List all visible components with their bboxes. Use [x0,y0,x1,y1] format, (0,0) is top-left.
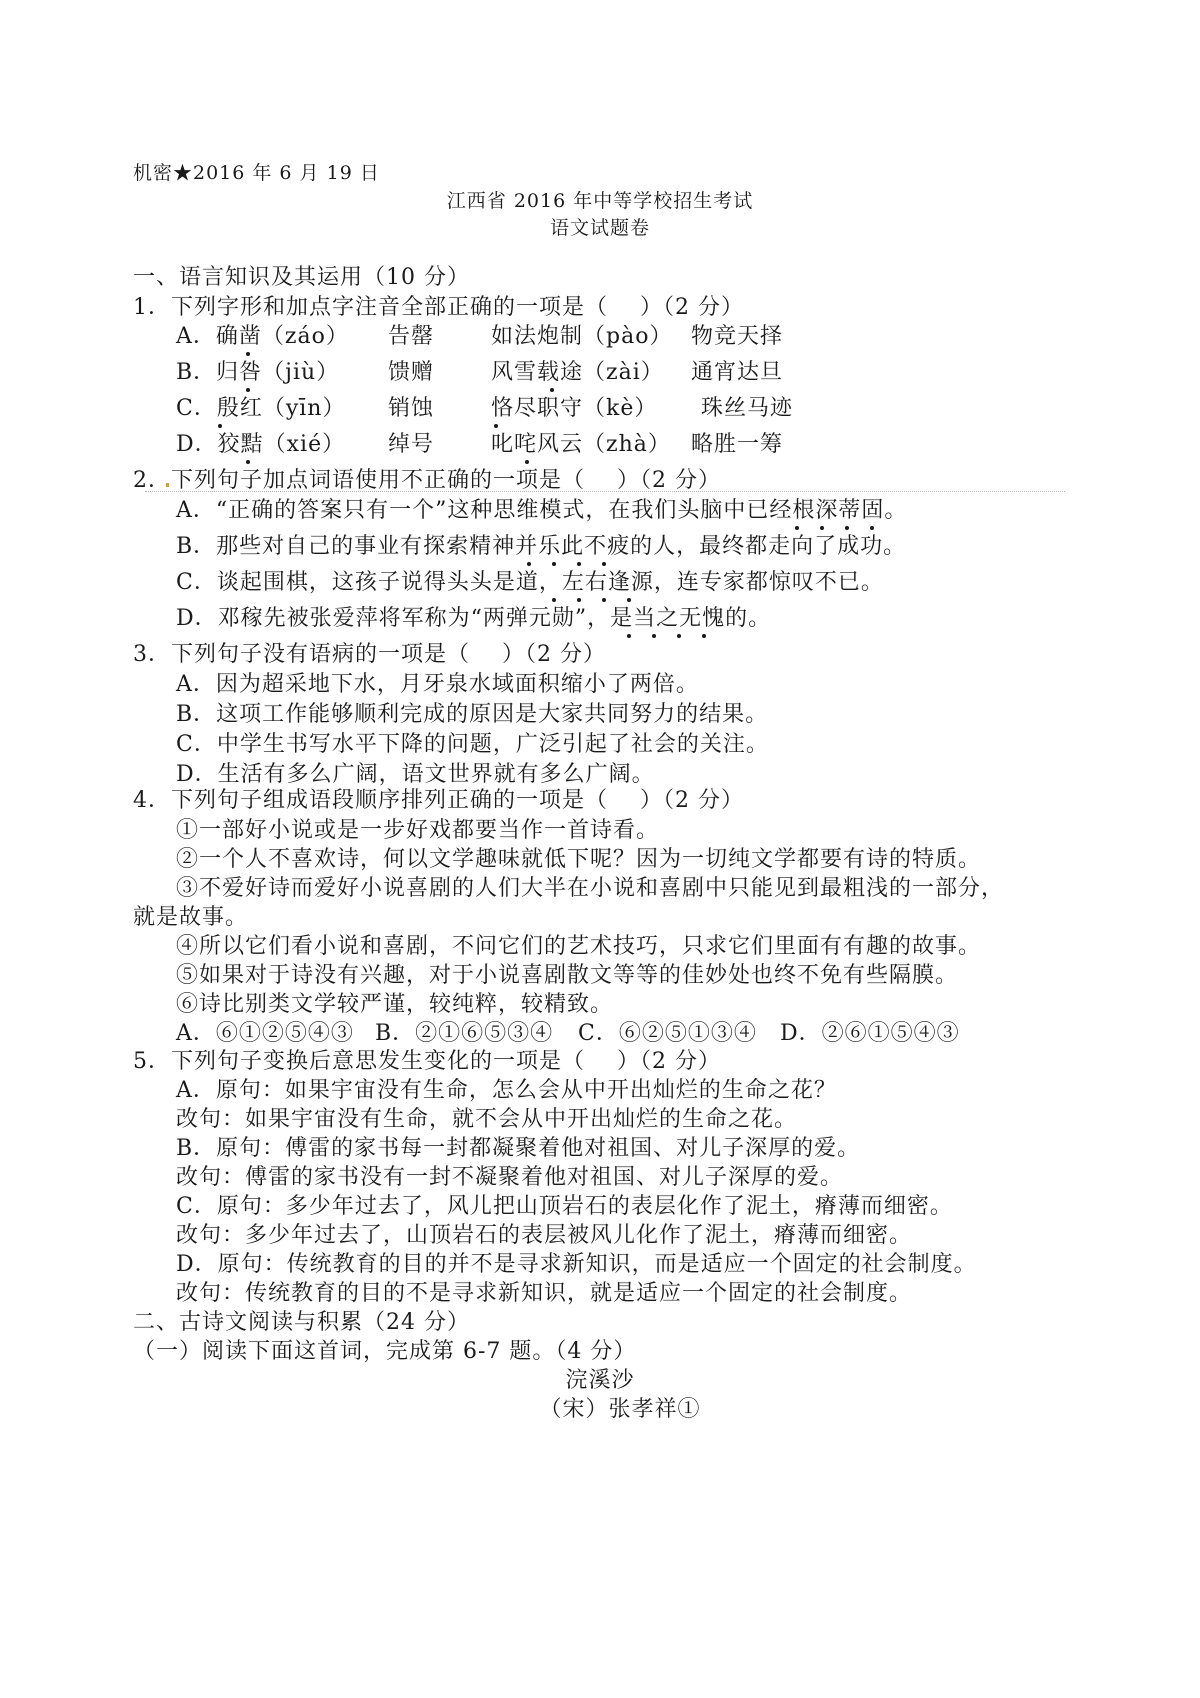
emphasis-dot [552,562,556,566]
q1-a-word2: 告罄 [388,324,435,349]
exam-title: 江西省 2016 年中等学校招生考试 [446,190,754,212]
q1-b-word1: B．归咎（jiù） [176,360,340,385]
q5-a-original: A．原句：如果宇宙没有生命，怎么会从中开出灿烂的生命之花？ [176,1078,837,1103]
q1-c-word3: 恪尽职守（kè） [491,396,658,421]
poem-author: （宋）张孝祥① [539,1397,701,1422]
q2-option-a: A．“正确的答案只有一个”这种思维模式，在我们头脑中已经根深蒂固。 [176,498,908,523]
emphasis-dot [627,634,631,638]
section2-heading: 二、古诗文阅读与积累（24 分） [133,1310,470,1335]
q4-sentence-6: ⑥诗比别类文学较严谨，较纯粹，较精致。 [176,992,614,1017]
q4-option-b: B．②①⑥⑤③④ [375,1021,554,1046]
emphasis-dot [702,634,706,638]
emphasis-dot [870,526,874,530]
q5-d-revised: 改句：传统教育的目的不是寻求新知识，就是适应一个固定的社会制度。 [176,1281,913,1306]
emphasis-dot [577,598,581,602]
q4-sentence-1: ①一部好小说或是一步好戏都要当作一首诗看。 [176,818,660,843]
q2-option-c: C．谈起围棋，这孩子说得头头是道，左右逢源，连专家都惊叹不已。 [176,570,884,595]
q4-option-c: C．⑥②⑤①③④ [578,1021,757,1046]
q5-b-original: B．原句：傅雷的家书每一封都凝聚着他对祖国、对儿子深厚的爱。 [176,1136,861,1161]
q4-sentence-2: ②一个人不喜欢诗，何以文学趣味就低下呢？因为一切纯文学都要有诗的特质。 [176,847,982,872]
q5-c-revised: 改句：多少年过去了，山顶岩石的表层被风儿化作了泥土，瘠薄而细密。 [176,1223,913,1248]
confidential-date: 机密★2016 年 6 月 19 日 [133,162,380,184]
q4-sentence-5: ⑤如果对于诗没有兴趣，对于小说喜剧散文等等的佳妙处也终不免有些隔膜。 [176,963,959,988]
emphasis-dot [550,388,554,392]
emphasis-dot [627,598,631,602]
q4-option-a: A．⑥①②⑤④③ [176,1021,354,1046]
emphasis-dot [525,460,529,464]
q5-b-revised: 改句：傅雷的家书没有一封不凝聚着他对祖国、对儿子深厚的爱。 [176,1165,844,1190]
emphasis-dot [246,352,250,356]
q3-option-c: C．中学生书写水平下降的问题，广泛引起了社会的关注。 [176,732,769,757]
emphasis-dot [845,526,849,530]
q1-a-word3: 如法炮制（pào） [491,324,673,349]
q1-b-word4: 通宵达旦 [691,360,784,385]
q3-stem: 3．下列句子没有语病的一项是（ ）（2 分） [133,642,606,667]
emphasis-dot [652,634,656,638]
q1-d-word3: 叱咤风云（zhà） [491,432,671,457]
section2-part1-instruction: （一）阅读下面这首词，完成第 6-7 题。（4 分） [133,1339,637,1364]
q4-sentence-3-continued: 就是故事。 [133,905,249,930]
emphasis-dot [795,526,799,530]
q2-option-b: B．那些对自己的事业有探索精神并乐此不疲的人，最终都走向了成功。 [176,534,907,559]
q3-option-a: A．因为超采地下水，月牙泉水域面积缩小了两倍。 [176,672,699,697]
q5-stem: 5．下列句子变换后意思发生变化的一项是（ ）（2 分） [133,1049,721,1074]
q4-stem: 4．下列句子组成语段顺序排列正确的一项是（ ）（2 分） [133,788,744,813]
emphasis-dot [246,388,250,392]
q3-option-d: D．生活有多么广阔，语文世界就有多么广阔。 [176,762,655,787]
exam-subtitle: 语文试题卷 [549,217,650,239]
q4-option-d: D．②⑥①⑤④③ [780,1021,960,1046]
emphasis-dot [552,598,556,602]
q1-stem: 1．下列字形和加点字注音全部正确的一项是（ ）（2 分） [133,295,744,320]
q4-sentence-4: ④所以它们看小说和喜剧，不问它们的艺术技巧，只求它们里面有有趣的故事。 [176,934,982,959]
q1-b-word2: 馈赠 [388,360,435,385]
emphasis-dot [602,562,606,566]
emphasis-dot [527,562,531,566]
emphasis-dot [602,598,606,602]
q1-a-word1: A．确凿（záo） [176,324,349,349]
q1-c-word2: 销蚀 [388,396,435,421]
q1-d-word2: 绰号 [388,432,435,457]
q1-a-word4: 物竞天择 [691,324,784,349]
emphasis-dot [246,460,250,464]
q4-sentence-3: ③不爱好诗而爱好小说喜剧的人们大半在小说和喜剧中只能见到最粗浅的一部分， [176,876,1005,901]
q2-stem: 2．下列句子加点词语使用不正确的一项是（ ）（2 分） [133,468,721,493]
emphasis-dot [677,634,681,638]
q1-c-word4: 珠丝马迹 [701,396,794,421]
emphasis-dot [494,424,498,428]
q1-d-word1: D．狡黠（xié） [176,432,346,457]
emphasis-dot [577,562,581,566]
q1-c-word1: C．殷红（yīn） [176,396,346,421]
q1-d-word4: 略胜一筹 [691,432,784,457]
q5-a-revised: 改句：如果宇宙没有生命，就不会从中开出灿烂的生命之花。 [176,1107,798,1132]
q5-c-original: C．原句：多少年过去了，风儿把山顶岩石的表层化作了泥土，瘠薄而细密。 [176,1194,953,1219]
section1-heading: 一、语言知识及其运用（10 分） [133,265,470,290]
emphasis-dot [218,424,222,428]
q2-option-d: D．邓稼先被张爱萍将军称为“两弹元勋”，是当之无愧的。 [176,606,772,631]
poem-title: 浣溪沙 [565,1368,635,1393]
q5-d-original: D．原句：传统教育的目的并不是寻求新知识，而是适应一个固定的社会制度。 [176,1252,977,1277]
emphasis-dot [820,526,824,530]
q1-b-word3: 风雪载途（zài） [491,360,664,385]
q3-option-b: B．这项工作能够顺利完成的原因是大家共同努力的结果。 [176,702,769,727]
